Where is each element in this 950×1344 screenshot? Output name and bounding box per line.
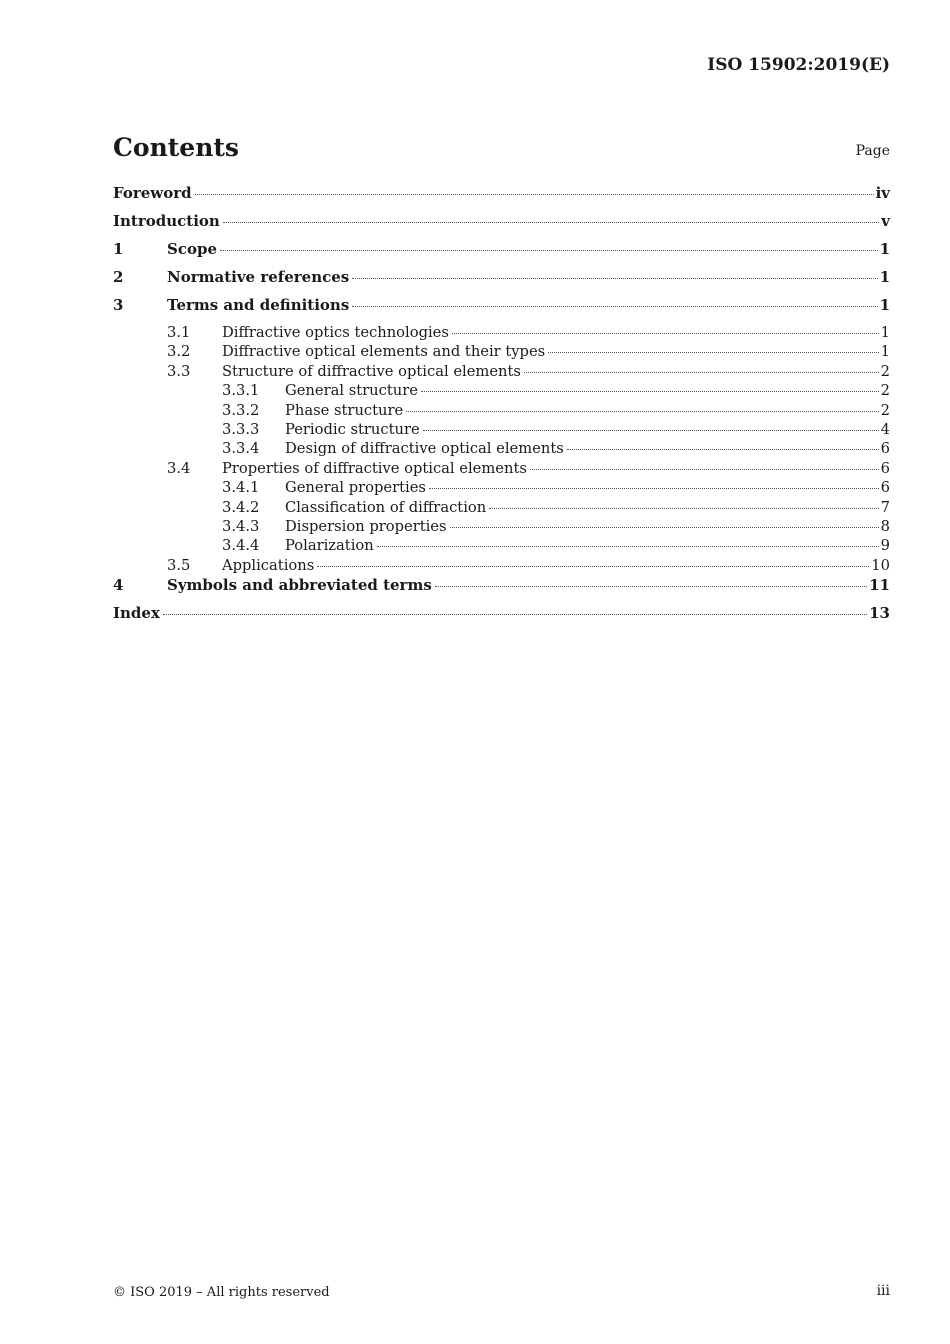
dot-leader	[450, 526, 879, 528]
dot-leader	[163, 613, 867, 615]
toc-entry[interactable]	[113, 537, 890, 556]
toc-entry-title[interactable]: Polarization	[285, 537, 374, 555]
toc-entry-page[interactable]: 11	[869, 576, 890, 595]
document-id: ISO 15902:2019(E)	[707, 55, 890, 75]
toc-entry[interactable]	[113, 184, 890, 212]
dot-leader	[317, 565, 869, 567]
toc-entry[interactable]	[113, 518, 890, 537]
toc-entry-title[interactable]: Design of diffractive optical elements	[285, 440, 564, 458]
toc-entry-page[interactable]: 1	[880, 343, 890, 361]
toc-entry-title[interactable]: Classification of diffraction	[285, 498, 487, 516]
toc-entry-number: 3.4	[167, 459, 191, 477]
toc-entry-title[interactable]: Applications	[222, 556, 315, 574]
dot-leader	[223, 221, 879, 223]
toc-entry-title[interactable]: Normative references	[167, 268, 350, 286]
toc-entry-page[interactable]: iv	[875, 184, 890, 202]
toc-entry-title[interactable]: Introduction	[113, 212, 220, 230]
dot-leader	[429, 487, 879, 489]
table-of-contents	[113, 184, 890, 632]
toc-entry[interactable]	[113, 421, 890, 440]
dot-leader	[195, 193, 874, 195]
toc-entry-page[interactable]: 7	[880, 498, 890, 516]
toc-entry-number: 3.2	[167, 343, 191, 361]
dot-leader	[406, 410, 878, 412]
toc-entry[interactable]	[113, 440, 890, 459]
toc-entry-number: 3.3.3	[222, 420, 260, 438]
toc-entry-title[interactable]: Properties of diffractive optical elements	[222, 459, 527, 477]
toc-entry-page[interactable]: 10	[871, 556, 890, 574]
toc-entry[interactable]	[113, 363, 890, 382]
toc-entry-page[interactable]: 8	[880, 517, 890, 535]
toc-entry-title[interactable]: Structure of diffractive optical elements	[222, 362, 521, 380]
dot-leader	[530, 468, 879, 470]
toc-entry[interactable]	[113, 604, 890, 632]
toc-entry-number: 3.3.2	[222, 401, 260, 419]
toc-entry-title[interactable]: Foreword	[113, 184, 192, 202]
toc-entry-page[interactable]: 1	[879, 240, 890, 258]
copyright-notice: © ISO 2019 – All rights reserved	[113, 1285, 330, 1300]
dot-leader	[352, 277, 877, 279]
toc-entry-title[interactable]: Dispersion properties	[285, 517, 447, 535]
toc-entry-number: 3.4.3	[222, 517, 260, 535]
toc-entry[interactable]	[113, 460, 890, 479]
toc-entry[interactable]	[113, 402, 890, 421]
toc-entry-page[interactable]: 1	[879, 268, 890, 286]
dot-leader	[423, 429, 879, 431]
toc-entry-page[interactable]: 6	[880, 479, 890, 497]
toc-entry[interactable]	[113, 240, 890, 268]
toc-entry-page[interactable]: v	[881, 212, 890, 230]
toc-entry-number: 3.3	[167, 362, 191, 380]
toc-entry-page[interactable]: 4	[880, 420, 890, 438]
toc-entry-page[interactable]: 2	[880, 382, 890, 400]
toc-entry-title[interactable]: General structure	[285, 382, 418, 400]
toc-entry[interactable]	[113, 324, 890, 343]
toc-entry-number: 3.1	[167, 324, 191, 341]
toc-entry-number: 2	[113, 268, 124, 286]
toc-entry-page[interactable]: 2	[880, 362, 890, 380]
toc-entry-page[interactable]: 1	[879, 296, 890, 314]
toc-entry-number: 3	[113, 296, 124, 314]
dot-leader	[220, 249, 878, 251]
dot-leader	[377, 545, 879, 547]
toc-entry-number: 3.4.1	[222, 479, 260, 497]
page-number: iii	[876, 1283, 890, 1299]
toc-entry-page[interactable]: 6	[880, 440, 890, 458]
dot-leader	[435, 585, 867, 587]
toc-entry-title[interactable]: Symbols and abbreviated terms	[167, 576, 432, 595]
toc-entry-title[interactable]: Diffractive optics technologies	[222, 324, 449, 341]
dot-leader	[548, 351, 878, 353]
toc-entry[interactable]	[113, 557, 890, 576]
toc-entry[interactable]	[113, 212, 890, 240]
toc-entry[interactable]	[113, 343, 890, 362]
toc-entry-number: 4	[113, 576, 124, 595]
toc-entry-title[interactable]: Scope	[167, 240, 218, 258]
toc-entry-number: 3.5	[167, 556, 191, 574]
toc-entry-page[interactable]: 2	[880, 401, 890, 419]
toc-entry[interactable]	[113, 382, 890, 401]
toc-entry-title[interactable]: Periodic structure	[285, 420, 420, 438]
toc-entry-number: 1	[113, 240, 124, 258]
toc-entry-title[interactable]: Index	[113, 604, 160, 623]
toc-entry[interactable]	[113, 576, 890, 604]
toc-entry-page[interactable]: 9	[880, 537, 890, 555]
toc-entry[interactable]	[113, 479, 890, 498]
dot-leader	[567, 448, 879, 450]
toc-entry-number: 3.3.1	[222, 382, 260, 400]
dot-leader	[489, 507, 878, 509]
toc-entry-title[interactable]: Diffractive optical elements and their types	[222, 343, 546, 361]
dot-leader	[352, 305, 877, 307]
toc-entry-number: 3.4.2	[222, 498, 260, 516]
toc-entry-title[interactable]: Phase structure	[285, 401, 404, 419]
toc-entry-title[interactable]: General properties	[285, 479, 426, 497]
toc-entry-title[interactable]: Terms and definitions	[167, 296, 350, 314]
toc-entry-number: 3.3.4	[222, 440, 260, 458]
dot-leader	[452, 332, 879, 334]
page-column-label: Page	[855, 143, 890, 159]
toc-entry-page[interactable]: 13	[869, 604, 890, 623]
dot-leader	[421, 390, 879, 392]
toc-entry-page[interactable]: 1	[880, 324, 890, 341]
toc-entry-number: 3.4.4	[222, 537, 260, 555]
toc-entry-page[interactable]: 6	[880, 459, 890, 477]
dot-leader	[524, 371, 879, 373]
toc-entry[interactable]	[113, 296, 890, 324]
contents-title: Contents	[113, 133, 240, 162]
toc-entry[interactable]	[113, 499, 890, 518]
toc-entry[interactable]	[113, 268, 890, 296]
